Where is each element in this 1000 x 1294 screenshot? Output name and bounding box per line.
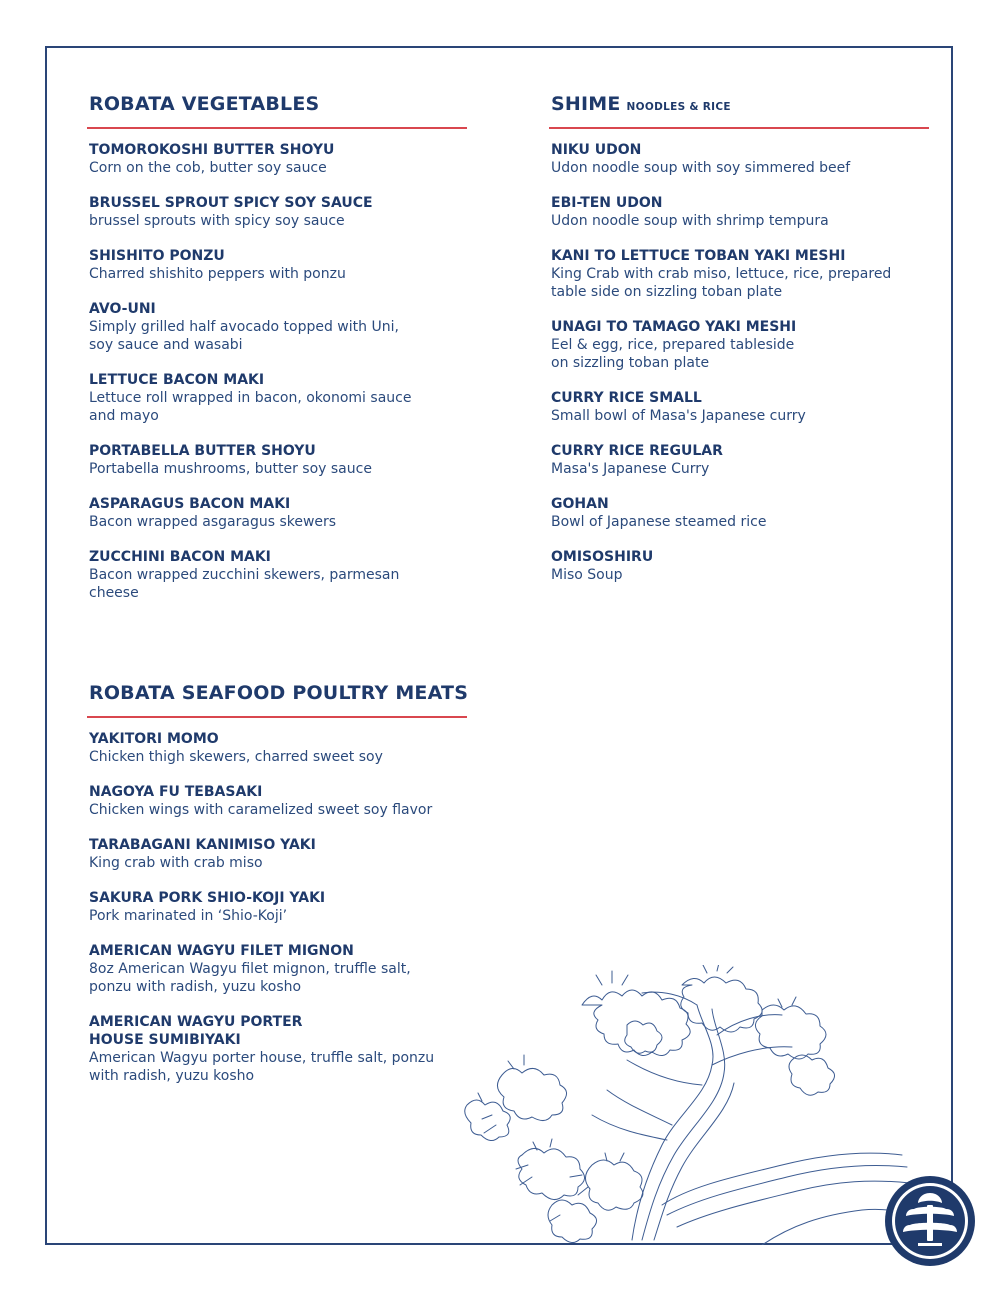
menu-item: [89, 548, 467, 602]
section-shime: [551, 90, 929, 601]
menu-item: [89, 1013, 467, 1085]
menu-item: [89, 783, 467, 819]
menu-item-list: [89, 141, 467, 602]
menu-item-name: GOHAN: [551, 496, 609, 512]
menu-item-name: TARABAGANI KANIMISO YAKI: [89, 837, 316, 853]
menu-item-name: ZUCCHINI BACON MAKI: [89, 549, 271, 565]
menu-item-name: NIKU UDON: [551, 142, 642, 158]
menu-item: [551, 495, 929, 531]
menu-item: [551, 318, 929, 372]
menu-item: [89, 836, 467, 872]
menu-item-description: Miso Soup: [551, 567, 623, 583]
menu-item-name: CURRY RICE REGULAR: [551, 443, 723, 459]
menu-item: [89, 247, 467, 283]
menu-item-description: brussel sprouts with spicy soy sauce: [89, 213, 345, 229]
menu-item-name: SAKURA PORK SHIO-KOJI YAKI: [89, 890, 326, 906]
menu-item-name: SHISHITO PONZU: [89, 248, 225, 264]
menu-item-name: AVO-UNI: [89, 301, 156, 317]
section-divider: [549, 127, 929, 129]
menu-item-name: EBI-TEN UDON: [551, 195, 663, 211]
menu-item-name: UNAGI TO TAMAGO YAKI MESHI: [551, 319, 797, 335]
menu-item-name: PORTABELLA BUTTER SHOYU: [89, 443, 316, 459]
menu-item-name: TOMOROKOSHI BUTTER SHOYU: [89, 142, 335, 158]
menu-item-name: AMERICAN WAGYU PORTER HOUSE SUMIBIYAKI: [89, 1014, 303, 1048]
menu-item-name: ASPARAGUS BACON MAKI: [89, 496, 291, 512]
menu-item-description: Corn on the cob, butter soy sauce: [89, 160, 327, 176]
menu-item: [551, 247, 929, 301]
menu-item-description: Chicken wings with caramelized sweet soy flavor: [89, 802, 433, 818]
menu-item-list: [89, 730, 467, 1085]
section-divider: [87, 716, 467, 718]
section-title: ROBATA VEGETABLES: [89, 93, 320, 115]
menu-item-name: AMERICAN WAGYU FILET MIGNON: [89, 943, 354, 959]
menu-item-description: Bacon wrapped zucchini skewers, parmesan cheese: [89, 567, 400, 601]
menu-item: [89, 300, 467, 354]
menu-item: [551, 141, 929, 177]
menu-item-name: OMISOSHIRU: [551, 549, 654, 565]
menu-item-description: Portabella mushrooms, butter soy sauce: [89, 461, 372, 477]
menu-item: [89, 371, 467, 425]
menu-item-name: CURRY RICE SMALL: [551, 390, 702, 406]
menu-item-description: Eel & egg, rice, prepared tableside on sizzling toban plate: [551, 337, 795, 371]
menu-item-description: Small bowl of Masa's Japanese curry: [551, 408, 806, 424]
menu-item: [89, 495, 467, 531]
menu-item: [551, 194, 929, 230]
menu-item-description: Bacon wrapped asgaragus skewers: [89, 514, 337, 530]
menu-item-name: BRUSSEL SPROUT SPICY SOY SAUCE: [89, 195, 373, 211]
pine-crest-logo: [884, 1175, 976, 1267]
menu-item-name: KANI TO LETTUCE TOBAN YAKI MESHI: [551, 248, 846, 264]
menu-item-description: Chicken thigh skewers, charred sweet soy: [89, 749, 383, 765]
menu-item-list: [551, 141, 929, 584]
menu-item-description: 8oz American Wagyu filet mignon, truffle salt, ponzu with radish, yuzu kosho: [89, 961, 411, 995]
menu-item: [89, 194, 467, 230]
menu-item: [89, 442, 467, 478]
menu-item-description: King crab with crab miso: [89, 855, 263, 871]
section-title: [551, 90, 929, 118]
section-divider: [87, 127, 467, 129]
section-subtitle: NOODLES & RICE: [626, 101, 731, 113]
menu-item-description: Pork marinated in ‘Shio-Koji’: [89, 908, 288, 924]
bonsai-tree-illustration: [462, 965, 912, 1245]
menu-item: [551, 442, 929, 478]
section-title-main: SHIME: [551, 93, 621, 115]
section-robata-seafood-poultry-meats: [89, 679, 467, 1102]
menu-item-description: Simply grilled half avocado topped with Uni, soy sauce and wasabi: [89, 319, 399, 353]
menu-item-name: LETTUCE BACON MAKI: [89, 372, 265, 388]
menu-item-description: King Crab with crab miso, lettuce, rice, prepared table side on sizzling toban plate: [551, 266, 892, 300]
menu-item-description: American Wagyu porter house, truffle salt, ponzu with radish, yuzu kosho: [89, 1050, 435, 1084]
menu-item: [89, 141, 467, 177]
menu-item: [551, 389, 929, 425]
menu-item-name: NAGOYA FU TEBASAKI: [89, 784, 263, 800]
menu-item: [89, 942, 467, 996]
menu-item: [551, 548, 929, 584]
section-robata-vegetables: [89, 90, 467, 619]
menu-item: [89, 730, 467, 766]
menu-item-description: Masa's Japanese Curry: [551, 461, 710, 477]
menu-item: [89, 889, 467, 925]
menu-item-description: Udon noodle soup with soy simmered beef: [551, 160, 851, 176]
menu-item-description: Charred shishito peppers with ponzu: [89, 266, 346, 282]
menu-item-description: Udon noodle soup with shrimp tempura: [551, 213, 829, 229]
menu-item-name: YAKITORI MOMO: [89, 731, 219, 747]
menu-item-description: Lettuce roll wrapped in bacon, okonomi sauce and mayo: [89, 390, 412, 424]
menu-item-description: Bowl of Japanese steamed rice: [551, 514, 767, 530]
section-title: ROBATA SEAFOOD POULTRY MEATS: [89, 682, 469, 704]
